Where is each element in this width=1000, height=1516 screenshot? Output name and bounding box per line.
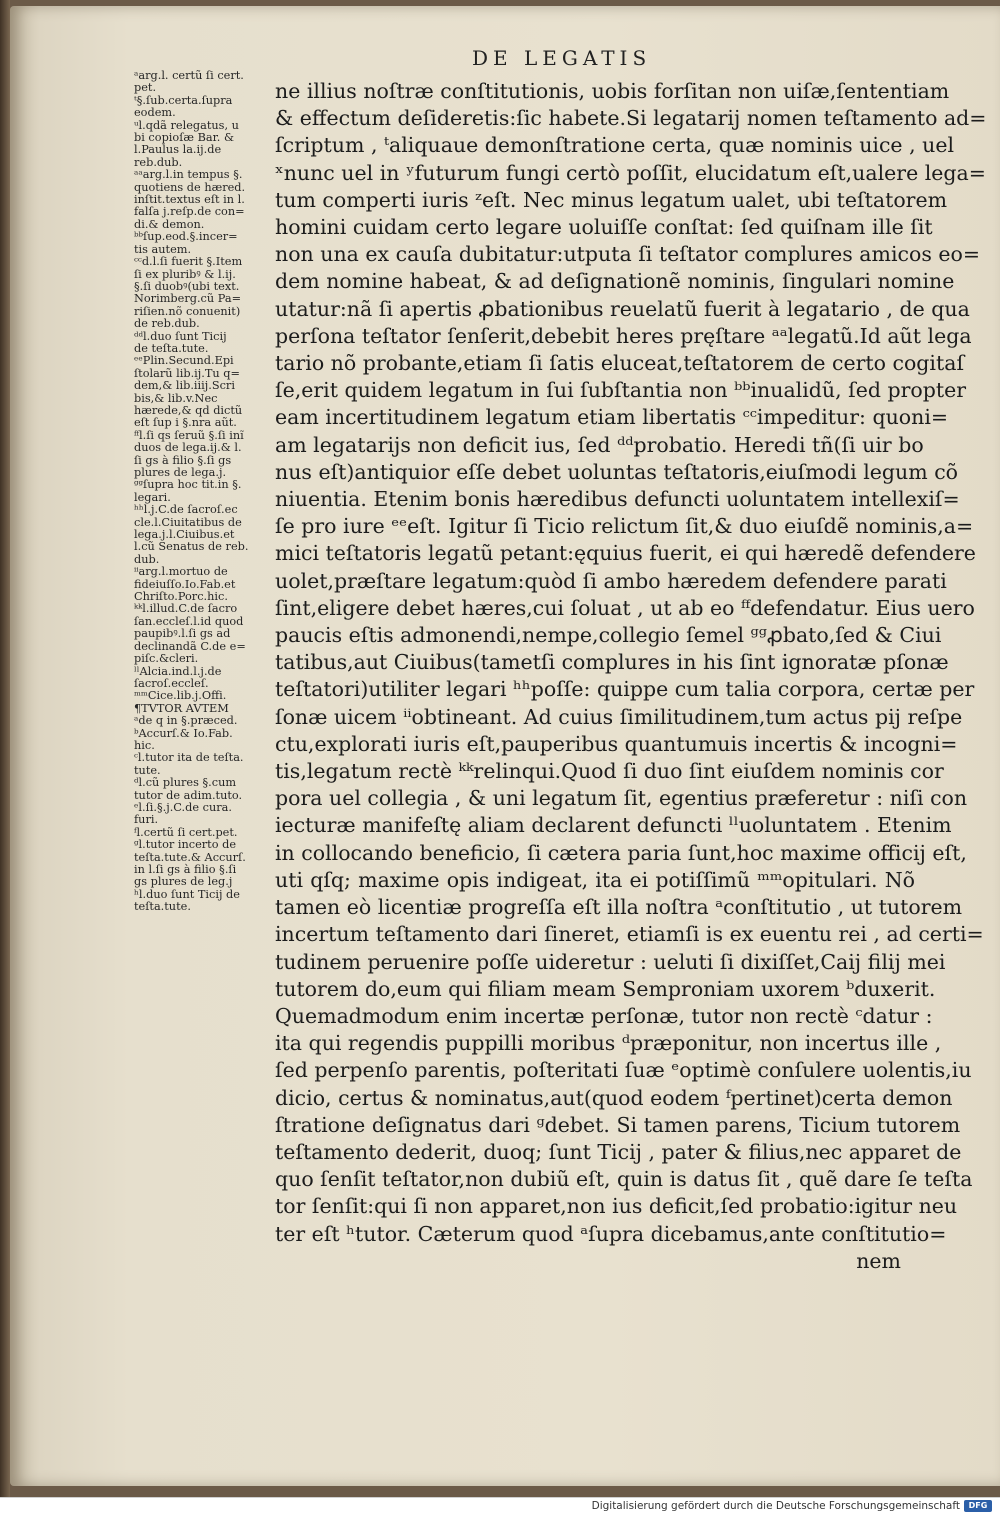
catchword: nem bbox=[856, 1248, 901, 1273]
margin-note: ſi gs à filio §.ſi gs bbox=[134, 453, 232, 467]
margin-note: l.Paulus la.ij.de bbox=[134, 143, 222, 157]
margin-note: legari. bbox=[134, 490, 171, 504]
text-line: am legatarijs non deficit ius, ſed ᵈᵈprobatio. Heredi tñ(ſi uir bo bbox=[275, 432, 924, 457]
margin-note: ⁱⁱarg.l.mortuo de bbox=[134, 565, 228, 579]
margin-note: bis,& lib.v.Nec bbox=[134, 391, 218, 405]
margin-note: quotiens de hæred. bbox=[134, 180, 246, 194]
margin-note: ᶜl.tutor ita de teſta. bbox=[134, 751, 244, 765]
text-line: ſint,eligere debet hæres,cui ſoluat , ut ab eo ᶠᶠdefendatur. Eius uero bbox=[275, 595, 975, 620]
margin-note: ᵍl.tutor incerto de bbox=[134, 838, 237, 852]
text-line: utatur:nã ſi apertis ꝓbationibus reuelatũ fuerit à legatario , de qua bbox=[275, 296, 970, 321]
margin-note: ᵃde q in §.præced. bbox=[134, 714, 238, 728]
margin-note: Chriſto.Porc.hic. bbox=[134, 590, 228, 604]
text-line: ˣnunc uel in ʸfuturum fungi certò poſſit, elucidatum eſt,ualere lega= bbox=[275, 160, 986, 185]
footer-credit: Digitalisierung gefördert durch die Deutsche Forschungsgemeinschaft bbox=[591, 1500, 960, 1512]
margin-note: §.ſi duobꝰ(ubi text. bbox=[134, 279, 240, 293]
text-line: tutorem do,eum qui filiam meam Semproniam uxorem ᵇduxerit. bbox=[275, 976, 936, 1001]
margin-note: hærede,& qd dictũ bbox=[134, 403, 243, 417]
text-line: uolet,præſtare legatum:quòd ſi ambo hæredem defendere parati bbox=[275, 568, 947, 593]
margin-note: riſien.nõ conuenit) bbox=[134, 304, 241, 318]
text-line: ſcriptum , ᵗaliquaue demonſtratione certa, quæ nominis uice , uel bbox=[275, 133, 955, 158]
text-line: tamen eò licentiæ progreſſa eſt illa noſtra ᵃconſtitutio , ut tutorem bbox=[275, 895, 963, 920]
text-line: eam incertitudinem legatum etiam libertatis ᶜᶜimpeditur: quoni= bbox=[275, 405, 949, 430]
margin-note: ᵇᵇſup.eod.§.incer= bbox=[134, 230, 238, 244]
margin-note: ſan.eccleſ.l.id quod bbox=[134, 614, 244, 628]
margin-note: dem,& lib.iiij.Scri bbox=[134, 379, 235, 393]
margin-note: ᶠᶠl.ſi qs ſeruũ §.ſi inĩ bbox=[134, 428, 244, 442]
margin-note: teſta.tute.& Accurſ. bbox=[134, 850, 246, 864]
text-line: ctu,explorati iuris eſt,pauperibus quantumuis incertis & incogni= bbox=[275, 731, 958, 756]
text-line: tis,legatum rectè ᵏᵏrelinqui.Quod ſi duo ſint eiuſdem nominis cor bbox=[275, 759, 944, 784]
text-line: iecturæ manifeſtę aliam declarent defuncti ˡˡuoluntatem . Etenim bbox=[275, 813, 952, 838]
margin-note: tutor de adim.tuto. bbox=[134, 788, 243, 802]
margin-note: teſta.tute. bbox=[134, 900, 191, 914]
margin-note: eodem. bbox=[134, 106, 176, 120]
margin-note: ᵘl.qdã relegatus, u bbox=[134, 118, 239, 132]
text-line: ſe,erit quidem legatum in ſui ſubſtantia non ᵇᵇinualidũ, ſed propter bbox=[275, 378, 967, 403]
margin-note: dub. bbox=[134, 552, 160, 566]
text-line: Quemadmodum enim incertæ perſonæ, tutor non rectè ᶜdatur : bbox=[275, 1003, 933, 1028]
margin-note: ᵃᵃarg.l.in tempus §. bbox=[134, 168, 243, 182]
text-line: pora uel collegia , & uni legatum ſit, egentius præferetur : niſi con bbox=[275, 786, 968, 811]
margin-note: de teſta.tute. bbox=[134, 341, 209, 355]
text-line: teſtamento dederit, duoq; ſunt Ticij , pater & filius,nec apparet de bbox=[275, 1139, 962, 1164]
text-line: ter eſt ʰtutor. Cæterum quod ᵃſupra dicebamus,ante conſtitutio= bbox=[275, 1221, 947, 1246]
margin-note: ʰʰl.j.C.de ſacroſ.ec bbox=[134, 503, 238, 517]
margin-note: ᵍᵍſupra hoc tit.in §. bbox=[134, 478, 242, 492]
margin-note: ᵗ§.ſub.certa.ſupra bbox=[134, 93, 233, 107]
margin-note: ᶠl.certũ ſi cert.pet. bbox=[134, 825, 238, 839]
text-line: non una ex cauſa dubitatur:utputa ſi teſtator complures amicos eo= bbox=[275, 242, 981, 267]
margin-note: ᵉl.ſi.§.j.C.de cura. bbox=[134, 800, 232, 814]
margin-note: ᵇAccurſ.& Io.Fab. bbox=[134, 726, 233, 740]
margin-notes bbox=[134, 70, 279, 914]
margin-note: ᵐᵐCice.lib.j.Offi. bbox=[134, 689, 227, 703]
text-line: ſe pro iure ᵉᵉeſt. Igitur ſi Ticio relictum ſit,& duo eiuſdẽ nominis,a= bbox=[275, 514, 974, 539]
margin-note: ſacroſ.eccleſ. bbox=[134, 676, 209, 690]
margin-note: ˡˡAlcia.ind.l.j.de bbox=[134, 664, 222, 678]
margin-note: hic. bbox=[134, 738, 155, 752]
text-line: ita qui regendis puppilli moribus ᵈpræponitur, non incertus ille , bbox=[275, 1031, 942, 1056]
margin-note: declinandã C.de e= bbox=[134, 639, 246, 653]
margin-note: ᵈl.cũ plures §.cum bbox=[134, 776, 237, 790]
text-line: incertum teſtamento dari ſineret, etiamſi is ex euentu rei , ad certi= bbox=[275, 922, 984, 947]
text-line: tudinem peruenire poſſe uideretur : ueluti ſi dixiſſet,Caij filij mei bbox=[275, 949, 946, 974]
margin-note: falſa j.reſp.de con= bbox=[134, 205, 245, 219]
margin-note: tis autem. bbox=[134, 242, 192, 256]
text-line: paucis eſtis admonendi,nempe,collegio ſemel ᵍᵍꝓbato,ſed & Ciui bbox=[275, 623, 942, 648]
text-line: tor ſenſit:qui ſi non apparet,non ius deficit,ſed probatio:igitur neu bbox=[275, 1194, 958, 1219]
text-line: ne illius noſtræ conſtitutionis, uobis forſitan non uiſæ,ſententiam bbox=[275, 79, 950, 103]
margin-note: in l.ſi gs à filio §.ſi bbox=[134, 863, 237, 876]
margin-note: lega.j.l.Ciuibus.et bbox=[134, 528, 235, 542]
margin-note: gs plures de leg.j bbox=[134, 875, 233, 889]
text-line: ſtratione deſignatus dari ᵍdebet. Si tamen parens, Ticium tutorem bbox=[275, 1112, 961, 1137]
text-line: quo ſenſit teſtator,non dubiũ eſt, quin is datus ſit , quẽ dare ſe teſta bbox=[275, 1167, 973, 1192]
margin-note: cle.l.Ciuitatibus de bbox=[134, 515, 242, 529]
text-line: nus eſt)antiquior eſſe debet uoluntas teſtatoris,eiuſmodi legum cõ bbox=[275, 459, 959, 484]
margin-note: paupibꝰ.l.ſi gs ad bbox=[134, 627, 231, 641]
margin-note: ᶜᶜd.l.ſi fuerit §.Item bbox=[134, 255, 243, 269]
margin-note: plures de lega.j. bbox=[134, 466, 227, 479]
text-line: ſed perpenſo parentis, poſteritati ſuæ ᵉoptimè conſulere uolentis,iu bbox=[275, 1058, 972, 1083]
text-line: niuentia. Etenim bonis hæredibus defuncti uoluntatem intellexiſ= bbox=[275, 487, 960, 512]
margin-note: piſc.&cleri. bbox=[134, 652, 199, 666]
book-binding-edge bbox=[0, 0, 10, 1497]
margin-note: furi. bbox=[134, 813, 159, 827]
text-line: tario nõ probante,etiam ſi ſatis eluceat,teſtatorem de certo cogitaſ bbox=[275, 351, 965, 376]
margin-note: Norimberg.cũ Pa= bbox=[134, 292, 242, 306]
text-line: & effectum deſideretis:ſic habete.Si legatarij nomen teſtamento ad= bbox=[275, 106, 987, 131]
text-line: perſona teſtator ſenſerit,debebit heres pręſtare ᵃᵃlegatũ.Id aũt lega bbox=[275, 323, 972, 348]
margin-note: inſtit.textus eſt in l. bbox=[134, 193, 245, 207]
margin-note: fideiuſſo.Io.Fab.et bbox=[134, 577, 236, 591]
text-line: mici teſtatoris legatũ petant:ęquius fuerit, ei qui hæredẽ defendere bbox=[275, 541, 976, 566]
margin-note: ſtolarũ lib.ij.Tu q= bbox=[134, 366, 240, 380]
margin-note: bi copioſæ Bar. & bbox=[134, 131, 235, 145]
margin-note: tute. bbox=[134, 763, 161, 777]
text-line: tum comperti iuris ᶻeſt. Nec minus legatum ualet, ubi teſtatorem bbox=[275, 187, 948, 212]
body-text bbox=[275, 78, 987, 1275]
margin-note: duos de lega.ij.& l. bbox=[134, 441, 242, 455]
footer-bar bbox=[0, 1497, 1000, 1516]
running-head: DE LEGATIS bbox=[472, 46, 652, 70]
text-line: dicio, certus & nominatus,aut(quod eodem ᶠpertinet)certa demon bbox=[275, 1085, 953, 1110]
margin-note: pet. bbox=[134, 81, 157, 95]
text-line: homini cuidam certo legare uoluiſſe conſtat: ſed quiſnam ille ſit bbox=[275, 215, 933, 240]
margin-note: ᵃarg.l. certũ ſi cert. bbox=[134, 69, 244, 82]
margin-note: ᵉᵉPlin.Secund.Epi bbox=[134, 354, 234, 368]
margin-note: di.& demon. bbox=[134, 217, 205, 231]
dfg-logo-icon: DFG bbox=[964, 1500, 992, 1512]
margin-note: de reb.dub. bbox=[134, 317, 200, 331]
margin-note: l.cũ Senatus de reb. bbox=[134, 540, 249, 554]
text-line: teſtatori)utiliter legari ʰʰpoſſe: quippe cum talia corpora, certæ per bbox=[275, 677, 975, 702]
text-line: in collocando beneficio, ſi cætera paria ſunt,hoc maxime officij eſt, bbox=[275, 840, 967, 865]
margin-note: ʰl.duo ſunt Ticij de bbox=[134, 887, 240, 901]
margin-note: ſi ex pluribꝰ & l.ij. bbox=[134, 267, 236, 281]
text-line: uti qſq; maxime opis indigeat, ita ei potiſſimũ ᵐᵐopitulari. Nõ bbox=[275, 867, 915, 892]
margin-note: reb.dub. bbox=[134, 155, 183, 169]
text-line: tatibus,aut Ciuibus(tametſi complures in his ſint ignoratæ pſonæ bbox=[275, 650, 949, 675]
margin-note: ᵈᵈl.duo ſunt Ticij bbox=[134, 329, 227, 343]
margin-note: ¶TVTOR AVTEM bbox=[134, 701, 229, 715]
margin-note: ᵏᵏl.illud.C.de ſacro bbox=[134, 602, 238, 616]
margin-note: eſt ſup i §.nra aũt. bbox=[134, 416, 237, 430]
text-line: dem nomine habeat, & ad deſignationẽ nominis, ſingulari nomine bbox=[275, 269, 955, 294]
text-line: ſonæ uicem ⁱⁱobtineant. Ad cuius ſimilitudinem,tum actus pij reſpe bbox=[275, 704, 963, 729]
